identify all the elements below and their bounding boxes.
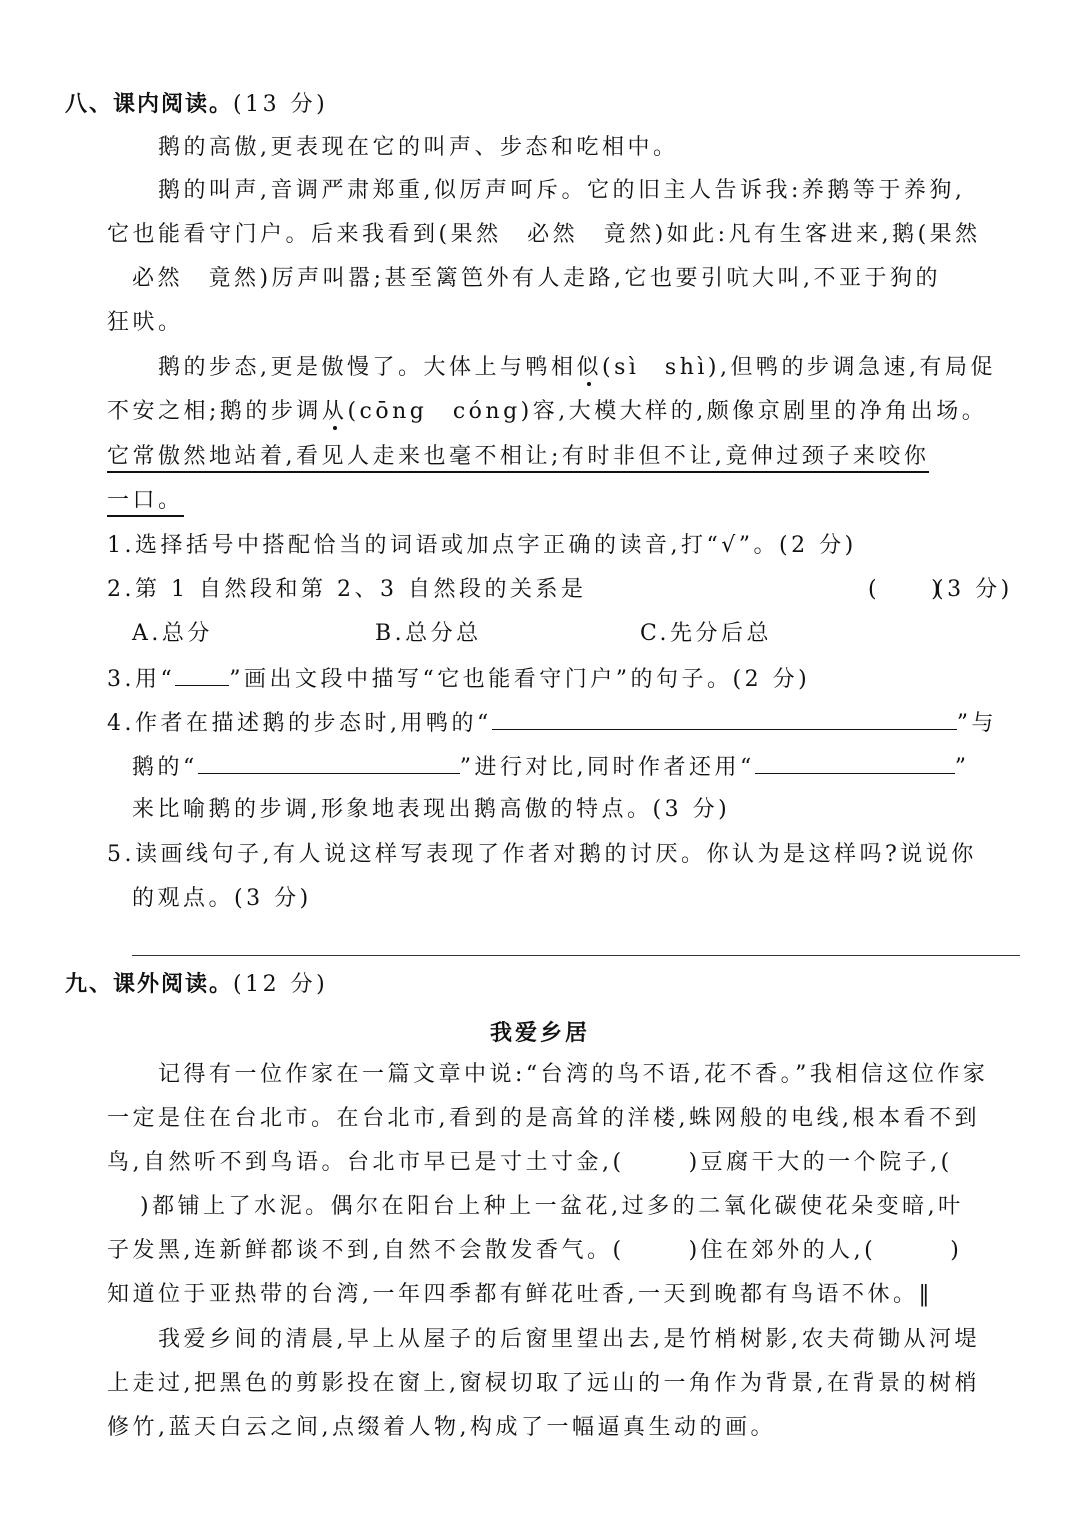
option-c[interactable]: C.先分后总	[640, 621, 773, 646]
underlined-sentence: 它常傲然地站着,看见人走来也毫不相让;有时非但不让,竟伸过颈子来咬你	[107, 444, 929, 473]
dotted-char-si: 似	[576, 355, 603, 380]
passage-para-2-line-3: 必然 竟然)厉声叫嚣;甚至篱笆外有人走路,它也要引吭大叫,不亚于狗的	[132, 266, 941, 291]
underline-sample	[175, 663, 229, 686]
article-para-1-line-2: 一定是住在台北市。在台北市,看到的是高耸的洋楼,蛛网般的电线,根本看不到	[107, 1106, 980, 1131]
question-1: 1.选择括号中搭配恰当的词语或加点字正确的读音,打“√”。(2 分)	[107, 533, 857, 558]
text-run: 鸟,自然听不到鸟语。台北市早已是寸土寸金,(	[107, 1150, 625, 1175]
text-run: 不安之相;鹅的步调	[107, 399, 322, 424]
article-para-2-line-2: 上走过,把黑色的剪影投在窗上,窗棂切取了远山的一角作为背景,在背景的树梢	[107, 1371, 980, 1396]
text-run: ”画出文段中描写“它也能看守门户”的句子。(2 分)	[229, 667, 811, 692]
article-para-2-line-1: 我爱乡间的清晨,早上从屋子的后窗里望出去,是竹梢树影,农夫荷锄从河堤	[158, 1327, 980, 1352]
text-run: ”与	[956, 711, 997, 736]
option-b[interactable]: B.总分总	[375, 621, 482, 646]
answer-blank-duck-gait[interactable]	[492, 707, 957, 730]
passage-para-1: 鹅的高傲,更表现在它的叫声、步态和吃相中。	[158, 135, 679, 160]
question-2-answer-paren[interactable]: ( )	[868, 577, 944, 602]
dotted-char-cong: 从	[321, 399, 348, 424]
section9-heading-line	[65, 970, 328, 1000]
text-run: 4.作者在描述鹅的步态时,用鸭的“	[107, 711, 492, 736]
passage-para-3-line-2	[107, 397, 987, 427]
passage-para-3-line-4	[107, 486, 184, 516]
question-4-line-2	[132, 751, 970, 783]
question-4-line-1	[107, 707, 997, 739]
answer-blank-metaphor[interactable]	[755, 751, 955, 774]
article-para-1-line-6: 知道位于亚热带的台湾,一年四季都有鲜花吐香,一天到晚都有鸟语不休。‖	[107, 1282, 933, 1307]
text-run: )豆腐干大的一个院子,(	[688, 1150, 953, 1175]
text-run: 鹅的“	[132, 755, 198, 780]
option-a[interactable]: A.总分	[132, 621, 213, 646]
article-para-1-line-1: 记得有一位作家在一篇文章中说:“台湾的鸟不语,花不香。”我相信这位作家	[158, 1062, 989, 1087]
article-title: 我爱乡居	[489, 1021, 590, 1046]
question-5-line-1: 5.读画线句子,有人说这样写表现了作者对鹅的讨厌。你认为是这样吗?说说你	[107, 842, 977, 867]
article-para-1-line-3	[107, 1148, 953, 1178]
text-run: 子发黑,连新鲜都谈不到,自然不会散发香气。(	[107, 1238, 625, 1263]
section9-heading: 九、课外阅读。	[65, 972, 234, 997]
question-4-line-3: 来比喻鹅的步调,形象地表现出鹅高傲的特点。(3 分)	[132, 797, 731, 822]
text-run: 鹅的步态,更是傲慢了。大体上与鸭相	[158, 355, 577, 380]
passage-para-2-line-2: 它也能看守门户。后来我看到(果然 必然 竟然)如此:凡有生客进来,鹅(果然	[107, 222, 981, 247]
section8-heading-line	[65, 90, 328, 120]
passage-para-2-line-1: 鹅的叫声,音调严肃郑重,似厉声呵斥。它的旧主人告诉我:养鹅等于养狗,	[158, 178, 966, 203]
underlined-sentence-end: 一口。	[107, 488, 184, 517]
question-5-line-2: 的观点。(3 分)	[132, 886, 312, 911]
question-3	[107, 663, 810, 695]
question-2-score: (3 分)	[935, 577, 1013, 602]
question-5-answer-line[interactable]	[132, 955, 1020, 956]
text-run: )住在郊外的人,(	[688, 1238, 877, 1263]
section8-score: (13 分)	[233, 92, 329, 117]
passage-para-2-line-4: 狂吠。	[107, 310, 184, 335]
text-run: ”	[954, 755, 970, 780]
question-2: 2.第 1 自然段和第 2、3 自然段的关系是	[107, 577, 587, 602]
answer-blank-goose-gait[interactable]	[198, 751, 460, 774]
article-para-2-line-3: 修竹,蓝天白云之间,点缀着人物,构成了一幅逼真生动的画。	[107, 1415, 776, 1440]
article-para-1-line-5	[107, 1236, 962, 1266]
article-para-1-line-4: )都铺上了水泥。偶尔在阳台上种上一盆花,过多的二氧化碳使花朵变暗,叶	[140, 1194, 964, 1219]
text-run: (sì shì),但鸭的步调急速,有局促	[602, 355, 996, 380]
section8-heading: 八、课内阅读。	[65, 92, 234, 117]
passage-para-3-line-3	[107, 442, 929, 472]
text-run: ”进行对比,同时作者还用“	[459, 755, 755, 780]
passage-para-3-line-1	[158, 353, 996, 383]
section9-score: (12 分)	[233, 972, 329, 997]
text-run: 3.用“	[107, 667, 176, 692]
text-run: )	[950, 1238, 963, 1263]
text-run: (cōng cóng)容,大模大样的,颇像京剧里的净角出场。	[347, 399, 988, 424]
